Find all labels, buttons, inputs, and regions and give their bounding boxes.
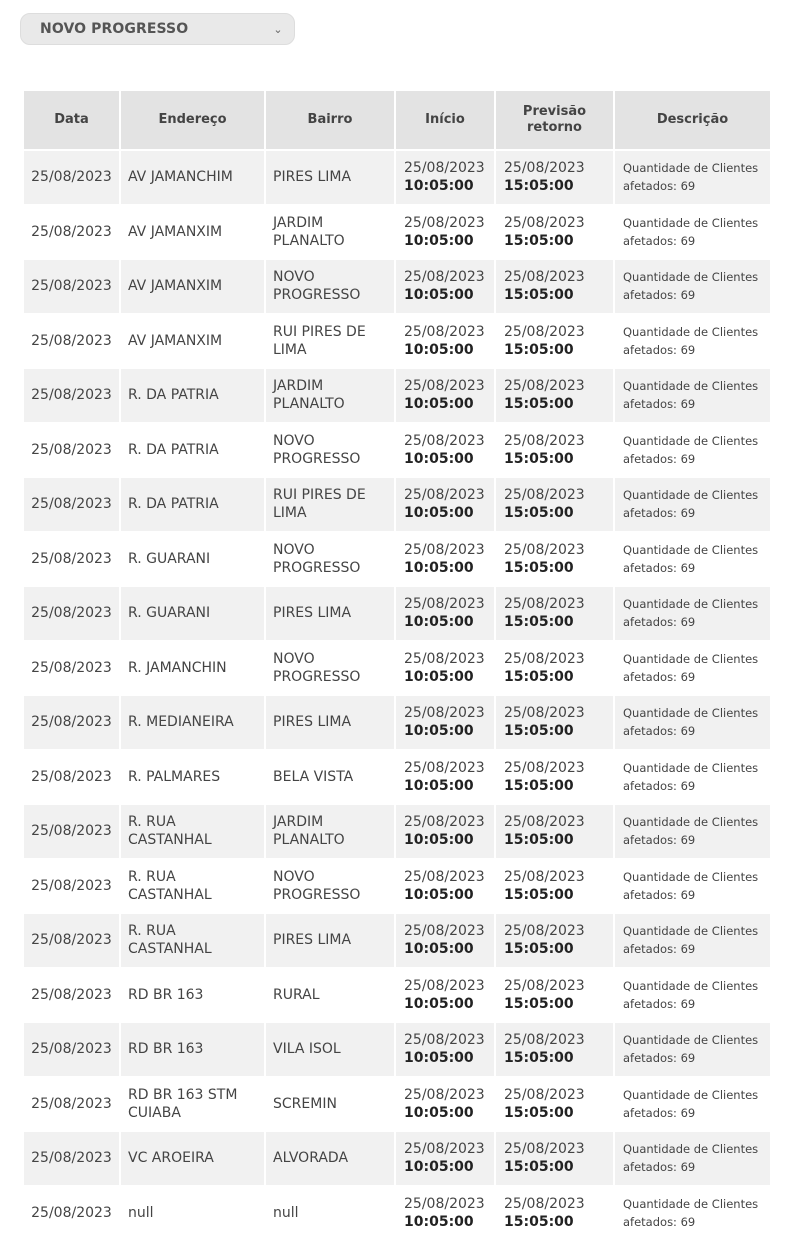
inicio-time: 10:05:00 <box>404 505 474 522</box>
inicio-date: 25/08/2023 <box>404 596 485 613</box>
inicio-time: 10:05:00 <box>404 178 474 195</box>
header-descricao: Descrição <box>615 91 770 149</box>
cell-descricao: Quantidade de Clientes afetados: 69 <box>615 1187 770 1240</box>
retorno-time: 15:05:00 <box>504 832 574 849</box>
retorno-date: 25/08/2023 <box>504 923 585 940</box>
inicio-date: 25/08/2023 <box>404 323 485 340</box>
retorno-date: 25/08/2023 <box>504 541 585 558</box>
table-row <box>24 1078 770 1131</box>
city-select-value: NOVO PROGRESSO <box>40 21 189 37</box>
retorno-time: 15:05:00 <box>504 1050 574 1067</box>
cell-descricao: Quantidade de Clientes afetados: 69 <box>615 1132 770 1185</box>
cell-bairro: BELA VISTA <box>266 751 394 804</box>
cell-endereco: R. RUA CASTANHAL <box>121 860 264 913</box>
cell-previsao-retorno <box>496 151 613 204</box>
inicio-date: 25/08/2023 <box>404 1032 485 1049</box>
inicio-date: 25/08/2023 <box>404 650 485 667</box>
retorno-time: 15:05:00 <box>504 1159 574 1176</box>
cell-inicio <box>396 151 494 204</box>
retorno-time: 15:05:00 <box>504 450 574 467</box>
cell-previsao-retorno <box>496 206 613 259</box>
cell-endereco: R. PALMARES <box>121 751 264 804</box>
inicio-time: 10:05:00 <box>404 832 474 849</box>
retorno-time: 15:05:00 <box>504 396 574 413</box>
cell-descricao: Quantidade de Clientes afetados: 69 <box>615 969 770 1022</box>
retorno-date: 25/08/2023 <box>504 269 585 286</box>
inicio-time: 10:05:00 <box>404 1050 474 1067</box>
cell-bairro: SCREMIN <box>266 1078 394 1131</box>
retorno-date: 25/08/2023 <box>504 868 585 885</box>
cell-endereco: R. RUA CASTANHAL <box>121 805 264 858</box>
cell-data: 25/08/2023 <box>24 587 119 640</box>
header-bairro: Bairro <box>266 91 394 149</box>
cell-previsao-retorno <box>496 260 613 313</box>
cell-inicio <box>396 805 494 858</box>
cell-previsao-retorno <box>496 533 613 586</box>
retorno-time: 15:05:00 <box>504 777 574 794</box>
cell-endereco: AV JAMANXIM <box>121 260 264 313</box>
cell-data: 25/08/2023 <box>24 642 119 695</box>
inicio-date: 25/08/2023 <box>404 814 485 831</box>
cell-inicio <box>396 206 494 259</box>
inicio-date: 25/08/2023 <box>404 705 485 722</box>
cell-inicio <box>396 478 494 531</box>
header-previsao-retorno <box>496 91 613 149</box>
inicio-time: 10:05:00 <box>404 396 474 413</box>
inicio-date: 25/08/2023 <box>404 432 485 449</box>
cell-descricao: Quantidade de Clientes afetados: 69 <box>615 587 770 640</box>
inicio-time: 10:05:00 <box>404 614 474 631</box>
cell-endereco: R. DA PATRIA <box>121 369 264 422</box>
table-row <box>24 369 770 422</box>
table-row <box>24 969 770 1022</box>
cell-data: 25/08/2023 <box>24 206 119 259</box>
retorno-date: 25/08/2023 <box>504 759 585 776</box>
inicio-time: 10:05:00 <box>404 941 474 958</box>
retorno-time: 15:05:00 <box>504 886 574 903</box>
cell-endereco: AV JAMANXIM <box>121 315 264 368</box>
retorno-time: 15:05:00 <box>504 178 574 195</box>
cell-data: 25/08/2023 <box>24 860 119 913</box>
city-select[interactable] <box>20 13 295 45</box>
inicio-date: 25/08/2023 <box>404 160 485 177</box>
cell-bairro: NOVO PROGRESSO <box>266 860 394 913</box>
inicio-date: 25/08/2023 <box>404 1195 485 1212</box>
cell-descricao: Quantidade de Clientes afetados: 69 <box>615 642 770 695</box>
table-row <box>24 315 770 368</box>
cell-data: 25/08/2023 <box>24 914 119 967</box>
cell-descricao: Quantidade de Clientes afetados: 69 <box>615 369 770 422</box>
cell-data: 25/08/2023 <box>24 1187 119 1240</box>
inicio-time: 10:05:00 <box>404 886 474 903</box>
cell-bairro: JARDIM PLANALTO <box>266 805 394 858</box>
inicio-time: 10:05:00 <box>404 341 474 358</box>
cell-endereco: R. GUARANI <box>121 533 264 586</box>
table-row <box>24 1023 770 1076</box>
cell-endereco: R. GUARANI <box>121 587 264 640</box>
inicio-time: 10:05:00 <box>404 559 474 576</box>
header-previsao-line2: retorno <box>527 120 582 135</box>
cell-data: 25/08/2023 <box>24 151 119 204</box>
cell-previsao-retorno <box>496 369 613 422</box>
inicio-date: 25/08/2023 <box>404 977 485 994</box>
cell-previsao-retorno <box>496 642 613 695</box>
retorno-time: 15:05:00 <box>504 1104 574 1121</box>
cell-data: 25/08/2023 <box>24 478 119 531</box>
cell-endereco: R. DA PATRIA <box>121 424 264 477</box>
cell-data: 25/08/2023 <box>24 1078 119 1131</box>
cell-bairro: RUI PIRES DE LIMA <box>266 478 394 531</box>
cell-descricao: Quantidade de Clientes afetados: 69 <box>615 1023 770 1076</box>
table-header-row <box>24 91 770 149</box>
cell-data: 25/08/2023 <box>24 805 119 858</box>
cell-descricao: Quantidade de Clientes afetados: 69 <box>615 1078 770 1131</box>
cell-inicio <box>396 1078 494 1131</box>
cell-data: 25/08/2023 <box>24 696 119 749</box>
cell-previsao-retorno <box>496 424 613 477</box>
cell-endereco: R. RUA CASTANHAL <box>121 914 264 967</box>
cell-previsao-retorno <box>496 1078 613 1131</box>
cell-bairro: PIRES LIMA <box>266 914 394 967</box>
retorno-date: 25/08/2023 <box>504 1086 585 1103</box>
cell-inicio <box>396 260 494 313</box>
cell-bairro: RUI PIRES DE LIMA <box>266 315 394 368</box>
inicio-date: 25/08/2023 <box>404 759 485 776</box>
cell-inicio <box>396 533 494 586</box>
inicio-time: 10:05:00 <box>404 668 474 685</box>
table-row <box>24 696 770 749</box>
retorno-time: 15:05:00 <box>504 505 574 522</box>
cell-data: 25/08/2023 <box>24 260 119 313</box>
cell-inicio <box>396 969 494 1022</box>
inicio-time: 10:05:00 <box>404 995 474 1012</box>
cell-endereco: RD BR 163 <box>121 969 264 1022</box>
cell-previsao-retorno <box>496 315 613 368</box>
inicio-time: 10:05:00 <box>404 777 474 794</box>
chevron-down-icon: ⌄ <box>273 22 283 36</box>
cell-bairro: NOVO PROGRESSO <box>266 424 394 477</box>
cell-previsao-retorno <box>496 1187 613 1240</box>
cell-descricao: Quantidade de Clientes afetados: 69 <box>615 151 770 204</box>
cell-previsao-retorno <box>496 478 613 531</box>
retorno-time: 15:05:00 <box>504 559 574 576</box>
cell-descricao: Quantidade de Clientes afetados: 69 <box>615 260 770 313</box>
table-row <box>24 533 770 586</box>
retorno-date: 25/08/2023 <box>504 705 585 722</box>
cell-previsao-retorno <box>496 1132 613 1185</box>
retorno-date: 25/08/2023 <box>504 1195 585 1212</box>
inicio-date: 25/08/2023 <box>404 214 485 231</box>
table-row <box>24 1132 770 1185</box>
retorno-time: 15:05:00 <box>504 668 574 685</box>
retorno-date: 25/08/2023 <box>504 1032 585 1049</box>
table-row <box>24 860 770 913</box>
cell-endereco: RD BR 163 STM CUIABA <box>121 1078 264 1131</box>
cell-inicio <box>396 1023 494 1076</box>
cell-previsao-retorno <box>496 969 613 1022</box>
retorno-date: 25/08/2023 <box>504 487 585 504</box>
cell-inicio <box>396 1132 494 1185</box>
inicio-time: 10:05:00 <box>404 287 474 304</box>
cell-descricao: Quantidade de Clientes afetados: 69 <box>615 424 770 477</box>
header-endereco: Endereço <box>121 91 264 149</box>
cell-endereco: RD BR 163 <box>121 1023 264 1076</box>
cell-bairro: NOVO PROGRESSO <box>266 642 394 695</box>
cell-bairro: RURAL <box>266 969 394 1022</box>
cell-endereco: null <box>121 1187 264 1240</box>
cell-inicio <box>396 696 494 749</box>
table-row <box>24 478 770 531</box>
inicio-date: 25/08/2023 <box>404 378 485 395</box>
outage-table <box>22 89 772 1241</box>
cell-endereco: AV JAMANXIM <box>121 206 264 259</box>
cell-inicio <box>396 914 494 967</box>
retorno-date: 25/08/2023 <box>504 650 585 667</box>
table-row <box>24 260 770 313</box>
cell-previsao-retorno <box>496 805 613 858</box>
cell-previsao-retorno <box>496 696 613 749</box>
cell-endereco: R. DA PATRIA <box>121 478 264 531</box>
cell-bairro: JARDIM PLANALTO <box>266 369 394 422</box>
inicio-time: 10:05:00 <box>404 1104 474 1121</box>
cell-descricao: Quantidade de Clientes afetados: 69 <box>615 696 770 749</box>
retorno-date: 25/08/2023 <box>504 814 585 831</box>
cell-bairro: PIRES LIMA <box>266 587 394 640</box>
retorno-time: 15:05:00 <box>504 232 574 249</box>
cell-data: 25/08/2023 <box>24 424 119 477</box>
cell-bairro: NOVO PROGRESSO <box>266 260 394 313</box>
inicio-date: 25/08/2023 <box>404 923 485 940</box>
cell-descricao: Quantidade de Clientes afetados: 69 <box>615 860 770 913</box>
inicio-date: 25/08/2023 <box>404 487 485 504</box>
cell-inicio <box>396 860 494 913</box>
cell-descricao: Quantidade de Clientes afetados: 69 <box>615 805 770 858</box>
retorno-time: 15:05:00 <box>504 995 574 1012</box>
cell-bairro: PIRES LIMA <box>266 696 394 749</box>
inicio-time: 10:05:00 <box>404 450 474 467</box>
cell-previsao-retorno <box>496 1023 613 1076</box>
cell-data: 25/08/2023 <box>24 1132 119 1185</box>
cell-descricao: Quantidade de Clientes afetados: 69 <box>615 533 770 586</box>
retorno-date: 25/08/2023 <box>504 1141 585 1158</box>
cell-endereco: VC AROEIRA <box>121 1132 264 1185</box>
retorno-time: 15:05:00 <box>504 941 574 958</box>
inicio-date: 25/08/2023 <box>404 1086 485 1103</box>
cell-bairro: VILA ISOL <box>266 1023 394 1076</box>
cell-previsao-retorno <box>496 751 613 804</box>
retorno-time: 15:05:00 <box>504 723 574 740</box>
cell-data: 25/08/2023 <box>24 751 119 804</box>
retorno-time: 15:05:00 <box>504 1213 574 1230</box>
retorno-date: 25/08/2023 <box>504 160 585 177</box>
cell-data: 25/08/2023 <box>24 369 119 422</box>
cell-bairro: null <box>266 1187 394 1240</box>
inicio-time: 10:05:00 <box>404 232 474 249</box>
table-row <box>24 805 770 858</box>
retorno-time: 15:05:00 <box>504 287 574 304</box>
retorno-date: 25/08/2023 <box>504 596 585 613</box>
cell-inicio <box>396 315 494 368</box>
cell-inicio <box>396 369 494 422</box>
table-row <box>24 587 770 640</box>
cell-data: 25/08/2023 <box>24 315 119 368</box>
cell-data: 25/08/2023 <box>24 533 119 586</box>
retorno-date: 25/08/2023 <box>504 432 585 449</box>
cell-descricao: Quantidade de Clientes afetados: 69 <box>615 914 770 967</box>
cell-descricao: Quantidade de Clientes afetados: 69 <box>615 478 770 531</box>
retorno-time: 15:05:00 <box>504 341 574 358</box>
cell-previsao-retorno <box>496 860 613 913</box>
cell-data: 25/08/2023 <box>24 969 119 1022</box>
cell-bairro: NOVO PROGRESSO <box>266 533 394 586</box>
header-previsao-line1: Previsão <box>522 104 587 119</box>
cell-inicio <box>396 642 494 695</box>
retorno-date: 25/08/2023 <box>504 214 585 231</box>
cell-previsao-retorno <box>496 914 613 967</box>
retorno-date: 25/08/2023 <box>504 977 585 994</box>
table-row <box>24 914 770 967</box>
cell-inicio <box>396 587 494 640</box>
cell-descricao: Quantidade de Clientes afetados: 69 <box>615 315 770 368</box>
cell-data: 25/08/2023 <box>24 1023 119 1076</box>
header-data: Data <box>24 91 119 149</box>
cell-inicio <box>396 424 494 477</box>
retorno-date: 25/08/2023 <box>504 378 585 395</box>
cell-endereco: R. JAMANCHIN <box>121 642 264 695</box>
cell-endereco: AV JAMANCHIM <box>121 151 264 204</box>
inicio-date: 25/08/2023 <box>404 269 485 286</box>
inicio-time: 10:05:00 <box>404 723 474 740</box>
table-row <box>24 151 770 204</box>
table-row <box>24 751 770 804</box>
table-row <box>24 206 770 259</box>
cell-endereco: R. MEDIANEIRA <box>121 696 264 749</box>
inicio-date: 25/08/2023 <box>404 541 485 558</box>
inicio-date: 25/08/2023 <box>404 1141 485 1158</box>
cell-descricao: Quantidade de Clientes afetados: 69 <box>615 206 770 259</box>
inicio-date: 25/08/2023 <box>404 868 485 885</box>
cell-bairro: ALVORADA <box>266 1132 394 1185</box>
inicio-time: 10:05:00 <box>404 1213 474 1230</box>
retorno-date: 25/08/2023 <box>504 323 585 340</box>
inicio-time: 10:05:00 <box>404 1159 474 1176</box>
table-row <box>24 424 770 477</box>
header-inicio: Início <box>396 91 494 149</box>
cell-previsao-retorno <box>496 587 613 640</box>
table-row <box>24 1187 770 1240</box>
cell-descricao: Quantidade de Clientes afetados: 69 <box>615 751 770 804</box>
cell-bairro: PIRES LIMA <box>266 151 394 204</box>
table-row <box>24 642 770 695</box>
cell-bairro: JARDIM PLANALTO <box>266 206 394 259</box>
cell-inicio <box>396 751 494 804</box>
retorno-time: 15:05:00 <box>504 614 574 631</box>
cell-inicio <box>396 1187 494 1240</box>
